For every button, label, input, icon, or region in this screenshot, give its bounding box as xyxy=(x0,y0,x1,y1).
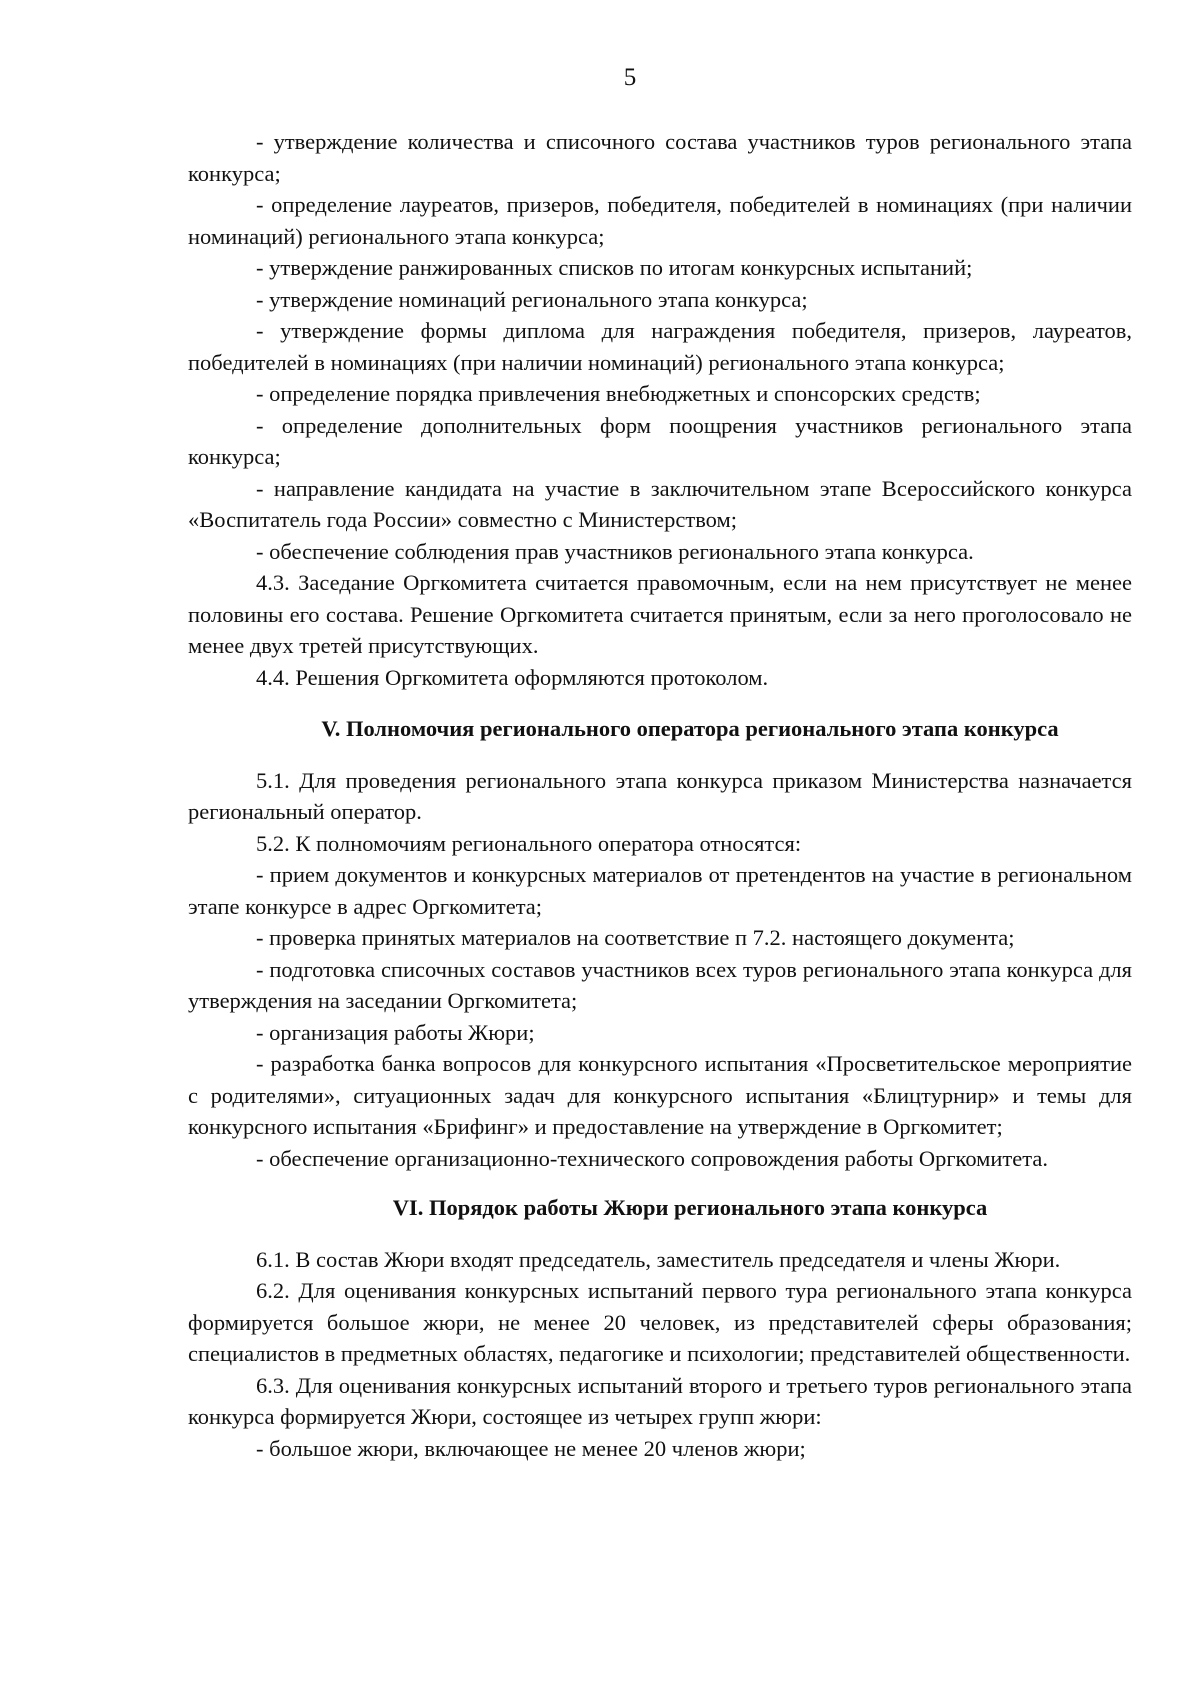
paragraph: 4.4. Решения Оргкомитета оформляются протоколом. xyxy=(256,664,769,690)
paragraph: - обеспечение соблюдения прав участников регионального этапа конкурса. xyxy=(256,538,974,564)
paragraph: - направление кандидата на участие в заключительном этапе Всероссийского конкурса «Воспитатель года России» совместно с Министерством; xyxy=(188,475,1132,532)
paragraph: - утверждение количества и списочного состава участников туров регионального этапа конкурса; xyxy=(188,129,1132,186)
paragraph: - проверка принятых материалов на соответствие п 7.2. настоящего документа; xyxy=(256,925,1015,950)
paragraph: - утверждение номинаций регионального этапа конкурса; xyxy=(256,286,808,312)
paragraph: - обеспечение организационно-технического сопровождения работы Оргкомитета. xyxy=(256,1145,1048,1171)
paragraph: - определение лауреатов, призеров, победителя, победителей в номинациях (при наличии номинаций) регионального этапа конкурса; xyxy=(188,192,1132,249)
paragraph: 5.2. К полномочиям регионального оператора относятся: xyxy=(256,830,802,856)
paragraph: - определение дополнительных форм поощрения участников регионального этапа конкурса; xyxy=(188,412,1132,469)
paragraph: - большое жюри, включающее не менее 20 членов жюри; xyxy=(256,1435,806,1461)
paragraph: 6.3. Для оценивания конкурсных испытаний второго и третьего туров регионального этапа конкурса формируется Жюри, состоящее из четырех групп жюри: xyxy=(188,1372,1132,1429)
paragraph: 6.2. Для оценивания конкурсных испытаний первого тура регионального этапа конкурса формируется большое жюри, не менее 20 человек, из представителей сферы образования; специалистов в предметных областях, педагогике и психологии; представителей общественности. xyxy=(188,1278,1132,1366)
paragraph: - утверждение формы диплома для награждения победителя, призеров, лауреатов, победителей в номинациях (при наличии номинаций) регионального этапа конкурса; xyxy=(188,318,1132,375)
paragraph: - разработка банка вопросов для конкурсного испытания «Просветительское мероприятие с родителями», ситуационных задач для конкурсного испытания «Блицтурнир» и темы для конкурсного испытания «Брифинг» и предоставление на утверждение в Оргкомитет; xyxy=(188,1051,1132,1139)
section-heading-5: V. Полномочия регионального оператора регионального этапа конкурса xyxy=(321,716,1059,741)
paragraph: 6.1. В состав Жюри входят председатель, заместитель председателя и члены Жюри. xyxy=(256,1246,1061,1272)
paragraph: - организация работы Жюри; xyxy=(256,1019,535,1045)
section-heading-6: VI. Порядок работы Жюри регионального этапа конкурса xyxy=(392,1195,988,1220)
paragraph: - утверждение ранжированных списков по итогам конкурсных испытаний; xyxy=(256,255,973,280)
paragraph: 4.3. Заседание Оргкомитета считается правомочным, если на нем присутствует не менее половины его состава. Решение Оргкомитета считается принятым, если за него проголосовало не менее двух третей присутствующих. xyxy=(188,570,1132,658)
paragraph: - определение порядка привлечения внебюджетных и спонсорских средств; xyxy=(256,381,981,406)
page-number: 5 xyxy=(623,64,637,91)
paragraph: - прием документов и конкурсных материалов от претендентов на участие в региональном этапе конкурсе в адрес Оргкомитета; xyxy=(188,862,1132,919)
document-body xyxy=(188,126,1132,1464)
paragraph: - подготовка списочных составов участников всех туров регионального этапа конкурса для утверждения на заседании Оргкомитета; xyxy=(188,956,1132,1013)
paragraph: 5.1. Для проведения регионального этапа конкурса приказом Министерства назначается региональный оператор. xyxy=(188,767,1132,824)
